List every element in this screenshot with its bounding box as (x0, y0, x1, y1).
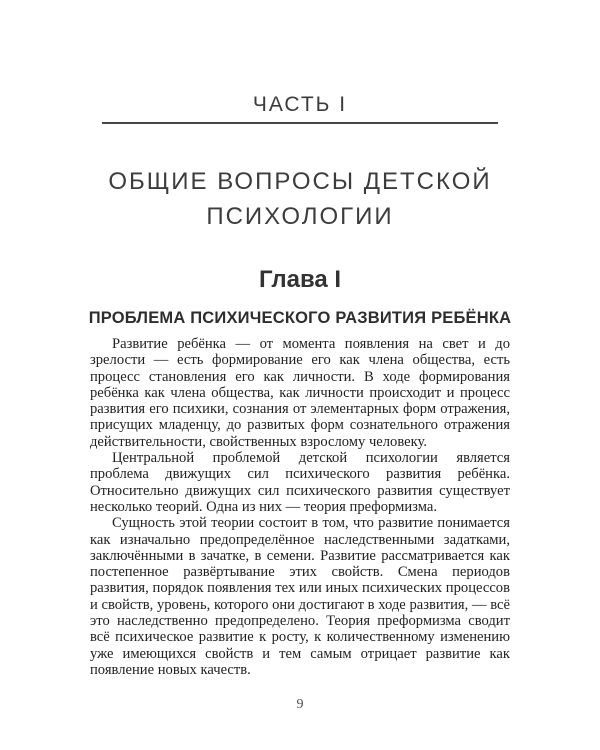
part-label: ЧАСТЬ I (252, 93, 348, 116)
part-divider (102, 122, 498, 124)
body-text (90, 336, 510, 678)
chapter-title: ПРОБЛЕМА ПСИХИЧЕСКОГО РАЗВИТИЯ РЕБЁНКА (88, 309, 512, 327)
part-title: ОБЩИЕ ВОПРОСЫ ДЕТСКОЙ ПСИХОЛОГИИ (108, 168, 492, 230)
chapter-label: Глава I (258, 266, 342, 293)
page-number: 9 (296, 697, 304, 712)
paragraph-1: Развитие ребёнка — от момента появления на свет и до зрелости — есть формирование его как члена общества, есть процесс становления его как личности. В ходе формирования ребёнка как члена общества, как личности происходит и процесс развития его психики, сознания от элементарных форм отражения, присущих младенцу, до развитых форм сознательного отражения действительности, свойственных взрослому человеку. (90, 336, 510, 450)
paragraph-2: Центральной проблемой детской психологии является проблема движущих сил психического развития ребёнка. Относительно движущих сил психического развития существует несколько теорий. Одна из них — теория преформизма. (90, 450, 510, 515)
paragraph-3: Сущность этой теории состоит в том, что развитие понимается как изначально предопределённое наследственными задатками, заключёнными в зачатке, в семени. Развитие рассматривается как постепенное развёртывание этих свойств. Смена периодов развития, порядок появления тех или иных психических процессов и свойств, уровень, которого они достигают в ходе развития, — всё это наследственно предопределено. Теория преформизма сводит всё психическое развитие к росту, к количественному изменению уже имеющихся свойств и тем самым отрицает развитие как появление новых качеств. (90, 515, 510, 678)
